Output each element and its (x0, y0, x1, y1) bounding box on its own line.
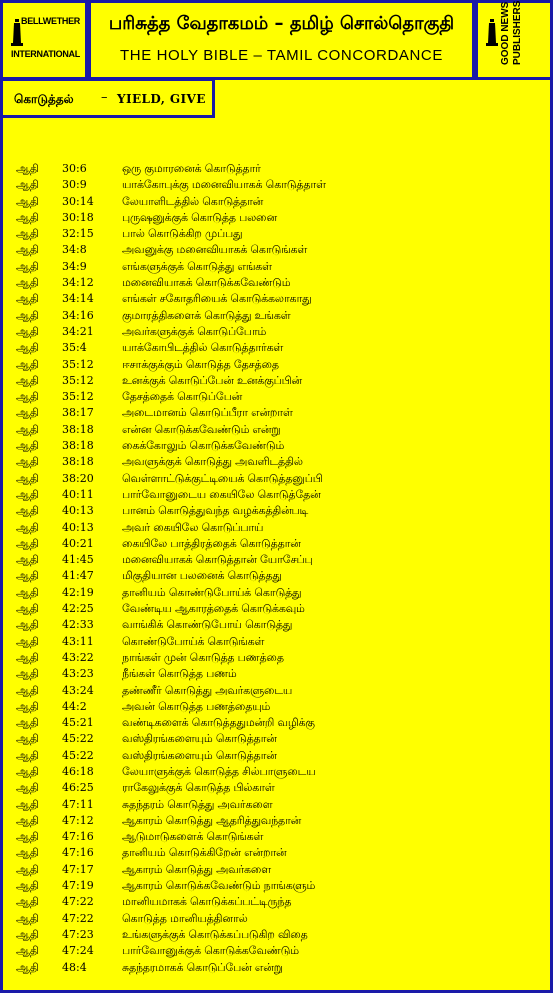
verse-phrase: ராகேலுக்குக் கொடுத்த பில்காள் (122, 781, 275, 795)
list-item (0, 194, 553, 210)
verse-phrase: வெள்ளாட்டுக்குட்டியைக் கொடுத்தனுப்பி (122, 471, 323, 485)
verse-reference: 38:17 (62, 406, 94, 420)
list-item (0, 503, 553, 519)
book-abbrev: ஆதி (16, 716, 39, 730)
book-abbrev: ஆதி (16, 324, 39, 338)
list-item (0, 340, 553, 356)
verse-phrase: நீங்கள் கொடுத்த பணம் (122, 667, 237, 681)
list-item (0, 177, 553, 193)
list-item (0, 878, 553, 894)
publisher-logo-left (0, 0, 88, 80)
title-tamil: பரிசுத்த வேதாகமம் – தமிழ் சொல்தொகுதி (108, 13, 455, 34)
verse-reference: 47:24 (62, 944, 94, 958)
logo-line-2: INTERNATIONAL (11, 49, 80, 59)
verse-phrase: உங்களுக்குக் கொடுக்கப்படுகிற விதை (122, 927, 308, 941)
list-item (0, 650, 553, 666)
book-abbrev: ஆதி (16, 879, 39, 893)
logo-line-2: PUBLISHERS (512, 0, 523, 65)
verse-reference: 43:24 (62, 683, 94, 697)
verse-phrase: ஆடுமாடுகளைக் கொடுங்கள் (122, 830, 264, 844)
list-item (0, 943, 553, 959)
verse-reference: 38:18 (62, 422, 94, 436)
book-abbrev: ஆதி (16, 455, 39, 469)
list-item (0, 275, 553, 291)
book-abbrev: ஆதி (16, 764, 39, 778)
verse-reference: 45:22 (62, 748, 94, 762)
verse-phrase: பார்வோனுக்குக் கொடுக்கவேண்டும் (122, 944, 299, 958)
verse-reference: 41:47 (62, 569, 94, 583)
book-abbrev: ஆதி (16, 194, 39, 208)
list-item (0, 731, 553, 747)
verse-phrase: யாக்கோபுக்கு மனைவியாகக் கொடுத்தாள் (122, 178, 326, 192)
verse-phrase: அவளுக்குக் கொடுத்து அவளிடத்தில் (122, 455, 303, 469)
list-item (0, 715, 553, 731)
verse-phrase: அவனுக்கு மனைவியாகக் கொடுங்கள் (122, 243, 308, 257)
list-item (0, 780, 553, 796)
list-item (0, 226, 553, 242)
book-abbrev: ஆதி (16, 683, 39, 697)
book-abbrev: ஆதி (16, 830, 39, 844)
verse-reference: 34:9 (62, 259, 87, 273)
verse-phrase: தானியம் கொடுக்கிறேன் என்றான் (122, 846, 287, 860)
list-item (0, 405, 553, 421)
verse-phrase: கையிலே பாத்திரத்தைக் கொடுத்தான் (122, 536, 301, 550)
list-item (0, 536, 553, 552)
book-abbrev: ஆதி (16, 210, 39, 224)
list-item (0, 829, 553, 845)
verse-reference: 47:12 (62, 813, 94, 827)
list-item (0, 862, 553, 878)
verse-reference: 47:16 (62, 830, 94, 844)
verse-phrase: லேயாளுக்குக் கொடுத்த சில்பாளுடைய (122, 764, 316, 778)
verse-reference: 34:21 (62, 324, 94, 338)
verse-phrase: கொண்டுபோய்க் கொடுங்கள் (122, 634, 265, 648)
verse-reference: 43:23 (62, 667, 94, 681)
verse-reference: 38:18 (62, 455, 94, 469)
verse-phrase: நாங்கள் முன் கொடுத்த பணத்தை (122, 650, 284, 664)
verse-reference: 46:25 (62, 781, 94, 795)
verse-reference: 47:19 (62, 879, 94, 893)
book-abbrev: ஆதி (16, 292, 39, 306)
verse-phrase: கைக்கோலும் கொடுக்கவேண்டும் (122, 439, 285, 453)
list-item (0, 438, 553, 454)
book-abbrev: ஆதி (16, 536, 39, 550)
list-item (0, 845, 553, 861)
book-abbrev: ஆதி (16, 634, 39, 648)
verse-phrase: அவர்களுக்குக் கொடுப்போம் (122, 324, 267, 338)
book-abbrev: ஆதி (16, 259, 39, 273)
verse-reference: 30:9 (62, 178, 87, 192)
book-abbrev: ஆதி (16, 341, 39, 355)
verse-phrase: அடைமானம் கொடுப்பீரா என்றாள் (122, 406, 293, 420)
verse-reference: 45:22 (62, 732, 94, 746)
list-item (0, 568, 553, 584)
verse-phrase: தேசத்தைக் கொடுப்பேன் (122, 390, 243, 404)
verse-reference: 45:21 (62, 716, 94, 730)
list-item (0, 324, 553, 340)
list-item (0, 617, 553, 633)
book-abbrev: ஆதி (16, 911, 39, 925)
verse-reference: 42:25 (62, 602, 94, 616)
verse-reference: 35:12 (62, 390, 94, 404)
verse-phrase: யாக்கோபிடத்தில் கொடுத்தார்கள் (122, 341, 284, 355)
verse-phrase: அவர் கையிலே கொடுப்பாய் (122, 520, 264, 534)
verse-reference: 43:22 (62, 650, 94, 664)
list-item (0, 242, 553, 258)
title-banner (88, 0, 475, 80)
list-item (0, 911, 553, 927)
list-item (0, 699, 553, 715)
verse-phrase: கொடுத்த மானியத்தினால் (122, 911, 248, 925)
verse-reference: 30:18 (62, 210, 94, 224)
concordance-list (0, 161, 553, 976)
verse-phrase: சுதந்தரம் கொடுத்து அவர்களை (122, 797, 273, 811)
book-abbrev: ஆதி (16, 406, 39, 420)
verse-phrase: அவன் கொடுத்த பணத்தையும் (122, 699, 271, 713)
verse-reference: 47:11 (62, 797, 94, 811)
verse-reference: 34:8 (62, 243, 87, 257)
verse-reference: 47:17 (62, 862, 94, 876)
verse-phrase: மிகுதியான பலனைக் கொடுத்தது (122, 569, 282, 583)
list-item (0, 520, 553, 536)
verse-reference: 46:18 (62, 764, 94, 778)
verse-phrase: மானியமாகக் கொடுக்கப்பட்டிருந்த (122, 895, 292, 909)
verse-reference: 42:33 (62, 618, 94, 632)
list-item (0, 894, 553, 910)
verse-phrase: ஆகாரம் கொடுத்து ஆதரித்துவந்தான் (122, 813, 302, 827)
list-item (0, 601, 553, 617)
verse-phrase: பால் கொடுக்கிற முப்பது (122, 227, 243, 241)
verse-reference: 40:13 (62, 504, 94, 518)
logo-line-1: GOOD NEWS (500, 1, 511, 65)
verse-reference: 42:19 (62, 585, 94, 599)
book-abbrev: ஆதி (16, 178, 39, 192)
verse-reference: 44:2 (62, 699, 87, 713)
list-item (0, 373, 553, 389)
verse-reference: 35:4 (62, 341, 87, 355)
verse-phrase: லேயாளிடத்தில் கொடுத்தான் (122, 194, 264, 208)
verse-phrase: தானியம் கொண்டுபோய்க் கொடுத்து (122, 585, 302, 599)
verse-phrase: வஸ்திரங்களையும் கொடுத்தான் (122, 748, 277, 762)
verse-phrase: தண்ணீர் கொடுத்து அவர்களுடைய (122, 683, 293, 697)
logo-line-1: BELLWETHER (21, 16, 80, 26)
verse-reference: 40:11 (62, 487, 94, 501)
book-abbrev: ஆதி (16, 308, 39, 322)
book-abbrev: ஆதி (16, 797, 39, 811)
list-item (0, 683, 553, 699)
book-abbrev: ஆதி (16, 862, 39, 876)
verse-reference: 34:16 (62, 308, 94, 322)
verse-phrase: ஒரு குமாரனைக் கொடுத்தார் (122, 162, 261, 175)
verse-phrase: எங்களுக்குக் கொடுத்து எங்கள் (122, 259, 272, 273)
book-abbrev: ஆதி (16, 569, 39, 583)
book-abbrev: ஆதி (16, 439, 39, 453)
book-abbrev: ஆதி (16, 927, 39, 941)
book-abbrev: ஆதி (16, 732, 39, 746)
book-abbrev: ஆதி (16, 944, 39, 958)
book-abbrev: ஆதி (16, 422, 39, 436)
list-item (0, 552, 553, 568)
lighthouse-icon (486, 17, 498, 47)
verse-phrase: பானம் கொடுத்துவந்த வழக்கத்தின்படி (122, 504, 309, 518)
book-abbrev: ஆதி (16, 960, 39, 974)
verse-phrase: வண்டிகளைக் கொடுத்ததுமன்றி வழிக்கு (122, 716, 315, 730)
list-item (0, 422, 553, 438)
list-item (0, 666, 553, 682)
book-abbrev: ஆதி (16, 602, 39, 616)
list-item (0, 487, 553, 503)
verse-reference: 35:12 (62, 357, 94, 371)
list-item (0, 454, 553, 470)
verse-reference: 43:11 (62, 634, 94, 648)
verse-phrase: குமாரத்திகளைக் கொடுத்து உங்கள் (122, 308, 291, 322)
entry-heading (0, 78, 215, 118)
book-abbrev: ஆதி (16, 390, 39, 404)
list-item (0, 634, 553, 650)
book-abbrev: ஆதி (16, 162, 39, 175)
list-item (0, 813, 553, 829)
verse-reference: 30:6 (62, 162, 87, 175)
list-item (0, 161, 553, 177)
verse-phrase: ஈசாக்குக்கும் கொடுத்த தேசத்தை (122, 357, 279, 371)
verse-reference: 40:13 (62, 520, 94, 534)
list-item (0, 764, 553, 780)
book-abbrev: ஆதி (16, 243, 39, 257)
book-abbrev: ஆதி (16, 504, 39, 518)
list-item (0, 471, 553, 487)
verse-phrase: என்ன கொடுக்கவேண்டும் என்று (122, 422, 281, 436)
verse-reference: 34:14 (62, 292, 94, 306)
book-abbrev: ஆதி (16, 357, 39, 371)
list-item (0, 748, 553, 764)
verse-phrase: சுதந்தரமாகக் கொடுப்பேன் என்று (122, 960, 283, 974)
verse-phrase: பார்வோனுடைய கையிலே கொடுத்தேன் (122, 487, 321, 501)
verse-reference: 48:4 (62, 960, 87, 974)
verse-phrase: எங்கள் சகோதரியைக் கொடுக்கலாகாது (122, 292, 312, 306)
list-item (0, 308, 553, 324)
book-abbrev: ஆதி (16, 618, 39, 632)
verse-reference: 35:12 (62, 373, 94, 387)
book-abbrev: ஆதி (16, 227, 39, 241)
list-item (0, 585, 553, 601)
book-abbrev: ஆதி (16, 846, 39, 860)
book-abbrev: ஆதி (16, 813, 39, 827)
book-abbrev: ஆதி (16, 748, 39, 762)
list-item (0, 357, 553, 373)
book-abbrev: ஆதி (16, 650, 39, 664)
list-item (0, 210, 553, 226)
heading-tamil-word: கொடுத்தல் (14, 92, 74, 106)
verse-reference: 34:12 (62, 276, 94, 290)
verse-phrase: ஆகாரம் கொடுக்கவேண்டும் நாங்களும் (122, 879, 316, 893)
heading-english-word: YIELD, GIVE (117, 92, 206, 106)
verse-phrase: புருஷனுக்குக் கொடுத்த பலனை (122, 210, 277, 224)
verse-phrase: உனக்குக் கொடுப்பேன் உனக்குப்பின் (122, 373, 302, 387)
list-item (0, 259, 553, 275)
book-abbrev: ஆதி (16, 487, 39, 501)
heading-dash: – (101, 90, 108, 105)
verse-phrase: வாங்கிக் கொண்டுபோய் கொடுத்து (122, 618, 293, 632)
title-english: THE HOLY BIBLE – TAMIL CONCORDANCE (120, 47, 443, 64)
verse-phrase: மனைவியாகக் கொடுத்தான் யோசேப்பு (122, 553, 313, 567)
list-item (0, 797, 553, 813)
verse-reference: 38:20 (62, 471, 94, 485)
verse-reference: 47:16 (62, 846, 94, 860)
book-abbrev: ஆதி (16, 585, 39, 599)
book-abbrev: ஆதி (16, 699, 39, 713)
verse-reference: 47:22 (62, 895, 94, 909)
list-item (0, 389, 553, 405)
verse-reference: 47:23 (62, 927, 94, 941)
book-abbrev: ஆதி (16, 520, 39, 534)
book-abbrev: ஆதி (16, 781, 39, 795)
verse-reference: 40:21 (62, 536, 94, 550)
book-abbrev: ஆதி (16, 895, 39, 909)
list-item (0, 927, 553, 943)
verse-phrase: ஆகாரம் கொடுத்து அவர்களை (122, 862, 271, 876)
book-abbrev: ஆதி (16, 553, 39, 567)
verse-reference: 41:45 (62, 553, 94, 567)
book-abbrev: ஆதி (16, 373, 39, 387)
list-item (0, 291, 553, 307)
verse-reference: 32:15 (62, 227, 94, 241)
verse-phrase: வஸ்திரங்களையும் கொடுத்தான் (122, 732, 277, 746)
verse-reference: 38:18 (62, 439, 94, 453)
verse-reference: 30:14 (62, 194, 94, 208)
verse-reference: 47:22 (62, 911, 94, 925)
verse-phrase: வேண்டிய ஆகாரத்தைக் கொடுக்கவும் (122, 602, 305, 616)
verse-phrase: மனைவியாகக் கொடுக்கவேண்டும் (122, 276, 291, 290)
book-abbrev: ஆதி (16, 667, 39, 681)
list-item (0, 960, 553, 976)
book-abbrev: ஆதி (16, 471, 39, 485)
publisher-logo-right (475, 0, 553, 80)
book-abbrev: ஆதி (16, 276, 39, 290)
